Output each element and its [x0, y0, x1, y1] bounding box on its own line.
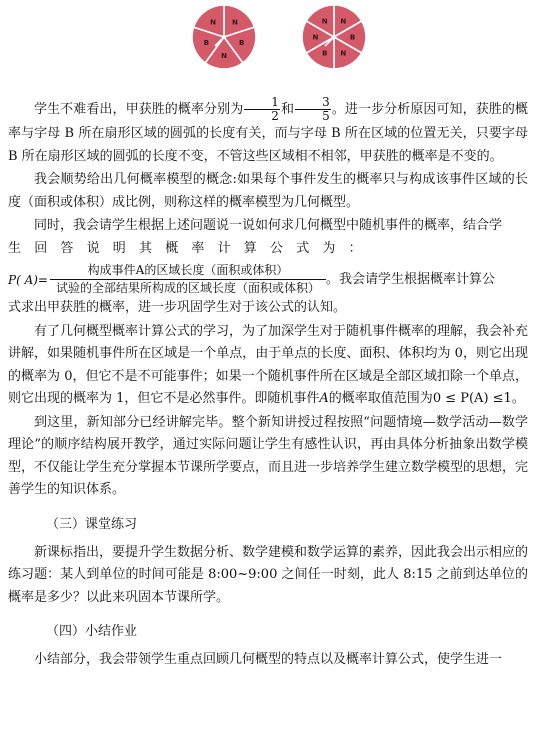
paragraph-summary: 小结部分，我会带领学生重点回顾几何概型的特点以及概率计算公式，使学生进一	[34, 652, 503, 667]
formula-denominator: 试验的全部结果所构成的区域长度（面积或体积）	[55, 281, 320, 295]
right-spinner-wheel	[300, 3, 368, 71]
section-title-summary: （四）小结作业	[46, 624, 138, 639]
fraction-denominator: 5	[322, 109, 330, 123]
paragraph-single-point-events	[8, 321, 528, 411]
para4-text2: 的概率取值范围为	[328, 391, 433, 406]
wheel-sector-label: B	[238, 39, 245, 48]
para4-text: 有了几何概型概率计算公式的学习，为了加深学生对于随机事件概率的理解，我会补充讲解，如果随机事件所在区域是一个单点，由于单点的长度、面积、体积均为 0，则它出现的概率为 0，但它不是不可能事件；如果一个随机事件所在区域是全部区域扣除一个单点，则它出现的概率为 1，但它不是必然事件。即随机事件	[8, 323, 529, 406]
formula-fraction	[50, 262, 326, 297]
fraction-numerator: 3	[295, 96, 331, 110]
wheel-sector-label: N	[340, 17, 347, 26]
wheel-sector-label: N	[312, 33, 319, 42]
paragraph-win-probability	[8, 96, 528, 168]
document-body	[8, 96, 528, 672]
fraction-three-fifths	[295, 96, 331, 123]
wheel-sector-label: N	[210, 18, 217, 27]
wheel-sector-label: N	[321, 17, 328, 26]
para3-line2: 生回答说明其概率计算公式为：	[8, 240, 375, 256]
section-title-practice: （三）课堂练习	[46, 516, 138, 532]
formula-numerator: 构成事件A的区域长度（面积或体积）	[50, 262, 326, 280]
para1-suffix: 。进一步分析原因可知，获胜的概率与字母 B 所在扇形区域的圆弧的长度有关，而与字母 B 所在区域的位置无关，只要字母 B 所在扇形区域的圆弧的长度不变，不管这些区域相不相邻，甲获胜的概率是不变的。	[8, 102, 528, 164]
formula-lhs: P( A)=	[8, 272, 48, 287]
wheel-sector-label: B	[349, 33, 356, 42]
wheel-sector-label: N	[340, 49, 347, 58]
fraction-denominator: 2	[271, 109, 279, 123]
paragraph-geometric-model-definition: 我会顺势给出几何概率模型的概念:如果每个事件发生的概率只与构成该事件区域的长度（面积或体积）成比例，则称这样的概率模型为几何概型。	[8, 172, 528, 210]
para3-end: 式求出甲获胜的概率，进一步巩固学生对于该公式的认知。	[8, 300, 347, 315]
wheel-sector-label: B	[203, 39, 210, 48]
para1-prefix: 学生不难看出，甲获胜的概率分别为	[34, 102, 244, 117]
para4-end: 。	[511, 391, 525, 406]
probability-range: 0 ≤ P(A) ≤1	[432, 391, 512, 406]
wheel-sector-label: B	[322, 49, 328, 58]
paragraph-summary-of-new-knowledge: 到这里，新知部分已经讲解完毕。整个新知讲授过程按照“问题情境—数学活动—数学理论”的顺序结构展开教学，通过实际问题让学生有感性认识，再由具体分析抽象出数学模型，不仅能让学生充分掌握本节课所学要点，而且进一步培养学生建立数学模型的思想，完善学生的知识体系。	[8, 414, 529, 497]
fraction-numerator: 1	[244, 96, 280, 110]
left-spinner-wheel	[190, 3, 258, 71]
formula-after-text: 。我会请学生根据概率计算公	[326, 271, 496, 287]
probability-formula	[8, 262, 528, 297]
para1-mid: 和	[280, 102, 295, 117]
spinner-figures	[0, 0, 536, 80]
paragraph-formula-intro	[8, 215, 528, 238]
para4-var: A	[319, 391, 329, 406]
fraction-one-half	[244, 96, 280, 123]
wheel-sector-label: N	[231, 18, 238, 27]
paragraph-practice-problem: 新课标指出，要提升学生数据分析、数学建模和数学运算的素养，因此我会出示相应的练习题：某人到单位的时间可能是 8:00~9:00 之间任一时刻，此人 8:15 之前到达单位的概率是多少？以此来巩固本节课所学。	[8, 544, 529, 605]
wheel-sector-label: N	[221, 52, 227, 61]
para3-line1: 同时，我会请学生根据上述问题说一说如何求几何概型中随机事件的概率，结合学	[34, 218, 503, 233]
